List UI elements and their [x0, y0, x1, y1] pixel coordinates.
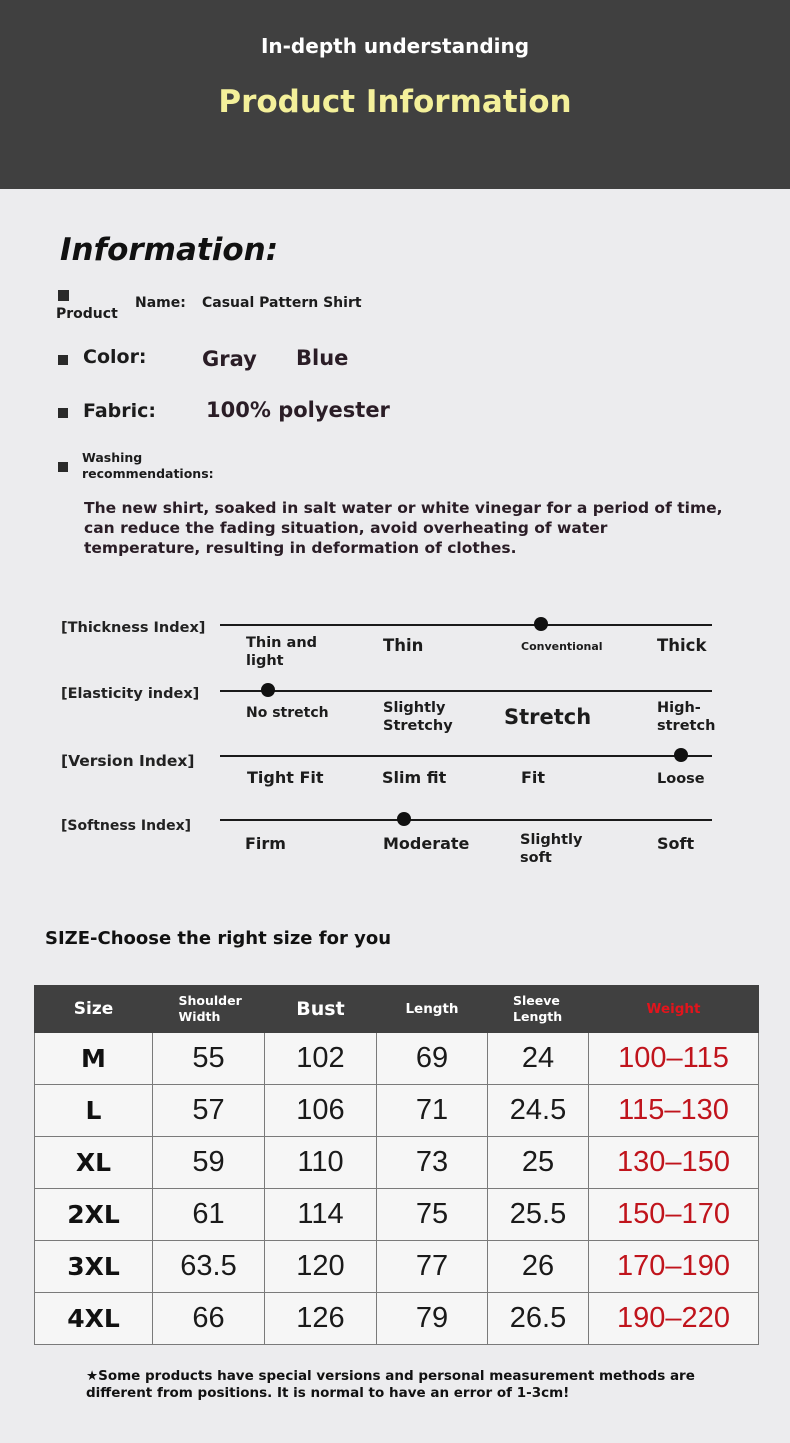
size-cell: 2XL — [35, 1189, 153, 1241]
measure-cell: 55 — [153, 1033, 265, 1085]
washing-label — [82, 450, 214, 482]
table-row — [35, 1241, 759, 1293]
version-selected-dot — [674, 748, 688, 762]
color-label: Color: — [83, 346, 147, 368]
softness-scale-line — [220, 819, 712, 821]
softness-index-label: [Softness Index] — [61, 818, 192, 834]
elasticity-selected-dot — [261, 683, 275, 697]
size-chart-table — [34, 985, 759, 1345]
version-option: Loose — [657, 771, 705, 787]
elasticity-option: Slightly Stretchy — [383, 700, 453, 734]
elasticity-option: No stretch — [246, 705, 329, 721]
header-shoulder-width — [153, 986, 265, 1033]
fabric-label: Fabric: — [83, 400, 157, 422]
table-header-row — [35, 986, 759, 1033]
color-option-blue: Blue — [296, 346, 349, 370]
measure-cell: 79 — [377, 1293, 488, 1345]
header-shoulder-width-text: Shoulder Width — [178, 993, 242, 1024]
weight-cell: 100–115 — [589, 1033, 759, 1085]
elasticity-option: Stretch — [504, 705, 592, 729]
softness-option: Firm — [245, 834, 286, 853]
measure-cell: 57 — [153, 1085, 265, 1137]
header-weight: Weight — [589, 986, 759, 1033]
name-label: Name: — [135, 295, 186, 311]
measure-cell: 69 — [377, 1033, 488, 1085]
measure-cell: 24.5 — [488, 1085, 589, 1137]
measure-cell: 25.5 — [488, 1189, 589, 1241]
table-row — [35, 1137, 759, 1189]
measure-cell: 24 — [488, 1033, 589, 1085]
measurement-note: ★Some products have special versions and personal measurement methods are different from positions. It is normal to have an error of 1-3cm! — [86, 1368, 695, 1401]
header-banner — [0, 0, 790, 189]
banner-title: Product Information — [218, 84, 572, 120]
header-sleeve-length-text: Sleeve Length — [513, 993, 563, 1024]
size-cell: M — [35, 1033, 153, 1085]
bullet-icon — [58, 462, 68, 472]
version-option: Fit — [521, 768, 546, 787]
measure-cell: 120 — [265, 1241, 377, 1293]
thickness-option: Thin and light — [246, 635, 318, 669]
bullet-icon — [58, 290, 69, 301]
elasticity-scale-line — [220, 690, 712, 692]
header-length: Length — [377, 986, 488, 1033]
version-index-label: [Version Index] — [61, 752, 195, 770]
size-cell: 3XL — [35, 1241, 153, 1293]
version-option: Tight Fit — [247, 768, 324, 787]
header-bust: Bust — [265, 986, 377, 1033]
version-option: Slim fit — [382, 768, 447, 787]
measure-cell: 26 — [488, 1241, 589, 1293]
information-heading: Information: — [60, 232, 279, 268]
measure-cell: 61 — [153, 1189, 265, 1241]
washing-text: The new shirt, soaked in salt water or white vinegar for a period of time, can reduce the fading situation, avoid overheating of water temperature, resulting in deformation of clothes. — [84, 499, 723, 557]
measure-cell: 102 — [265, 1033, 377, 1085]
table-row — [35, 1293, 759, 1345]
measure-cell: 26.5 — [488, 1293, 589, 1345]
product-label: Product — [56, 306, 118, 322]
weight-cell: 115–130 — [589, 1085, 759, 1137]
fabric-value: 100% polyester — [206, 398, 390, 422]
elasticity-option: High-stretch — [657, 700, 716, 734]
measure-cell: 25 — [488, 1137, 589, 1189]
bullet-icon — [58, 408, 68, 418]
weight-cell: 170–190 — [589, 1241, 759, 1293]
size-cell: 4XL — [35, 1293, 153, 1345]
measure-cell: 66 — [153, 1293, 265, 1345]
thickness-scale-line — [220, 624, 712, 626]
measure-cell: 71 — [377, 1085, 488, 1137]
header-size: Size — [35, 986, 153, 1033]
thickness-option: Thick — [657, 636, 707, 655]
softness-option: Soft — [657, 834, 695, 853]
banner-subtitle: In-depth understanding — [260, 34, 530, 58]
thickness-index-label: [Thickness Index] — [61, 620, 206, 636]
thickness-option: Thin — [383, 636, 424, 655]
measure-cell: 106 — [265, 1085, 377, 1137]
version-scale-line — [220, 755, 712, 757]
measure-cell: 114 — [265, 1189, 377, 1241]
measure-cell: 59 — [153, 1137, 265, 1189]
color-option-gray: Gray — [202, 347, 257, 371]
weight-cell: 190–220 — [589, 1293, 759, 1345]
size-cell: L — [35, 1085, 153, 1137]
weight-cell: 130–150 — [589, 1137, 759, 1189]
thickness-option: Conventional — [521, 640, 603, 653]
thickness-selected-dot — [534, 617, 548, 631]
table-row — [35, 1189, 759, 1241]
measure-cell: 110 — [265, 1137, 377, 1189]
softness-option: Moderate — [383, 834, 470, 853]
weight-cell: 150–170 — [589, 1189, 759, 1241]
washing-label-line1: Washing — [82, 450, 143, 465]
table-row — [35, 1033, 759, 1085]
elasticity-index-label: [Elasticity index] — [61, 686, 200, 702]
bullet-icon — [58, 355, 68, 365]
washing-label-line2: recommendations: — [82, 466, 214, 481]
softness-selected-dot — [397, 812, 411, 826]
size-section-title: SIZE-Choose the right size for you — [45, 928, 392, 949]
measure-cell: 75 — [377, 1189, 488, 1241]
measure-cell: 77 — [377, 1241, 488, 1293]
name-value: Casual Pattern Shirt — [202, 295, 362, 311]
measure-cell: 63.5 — [153, 1241, 265, 1293]
softness-option: Slightly soft — [520, 832, 583, 866]
header-sleeve-length — [488, 986, 589, 1033]
measure-cell: 126 — [265, 1293, 377, 1345]
size-cell: XL — [35, 1137, 153, 1189]
table-row — [35, 1085, 759, 1137]
measure-cell: 73 — [377, 1137, 488, 1189]
